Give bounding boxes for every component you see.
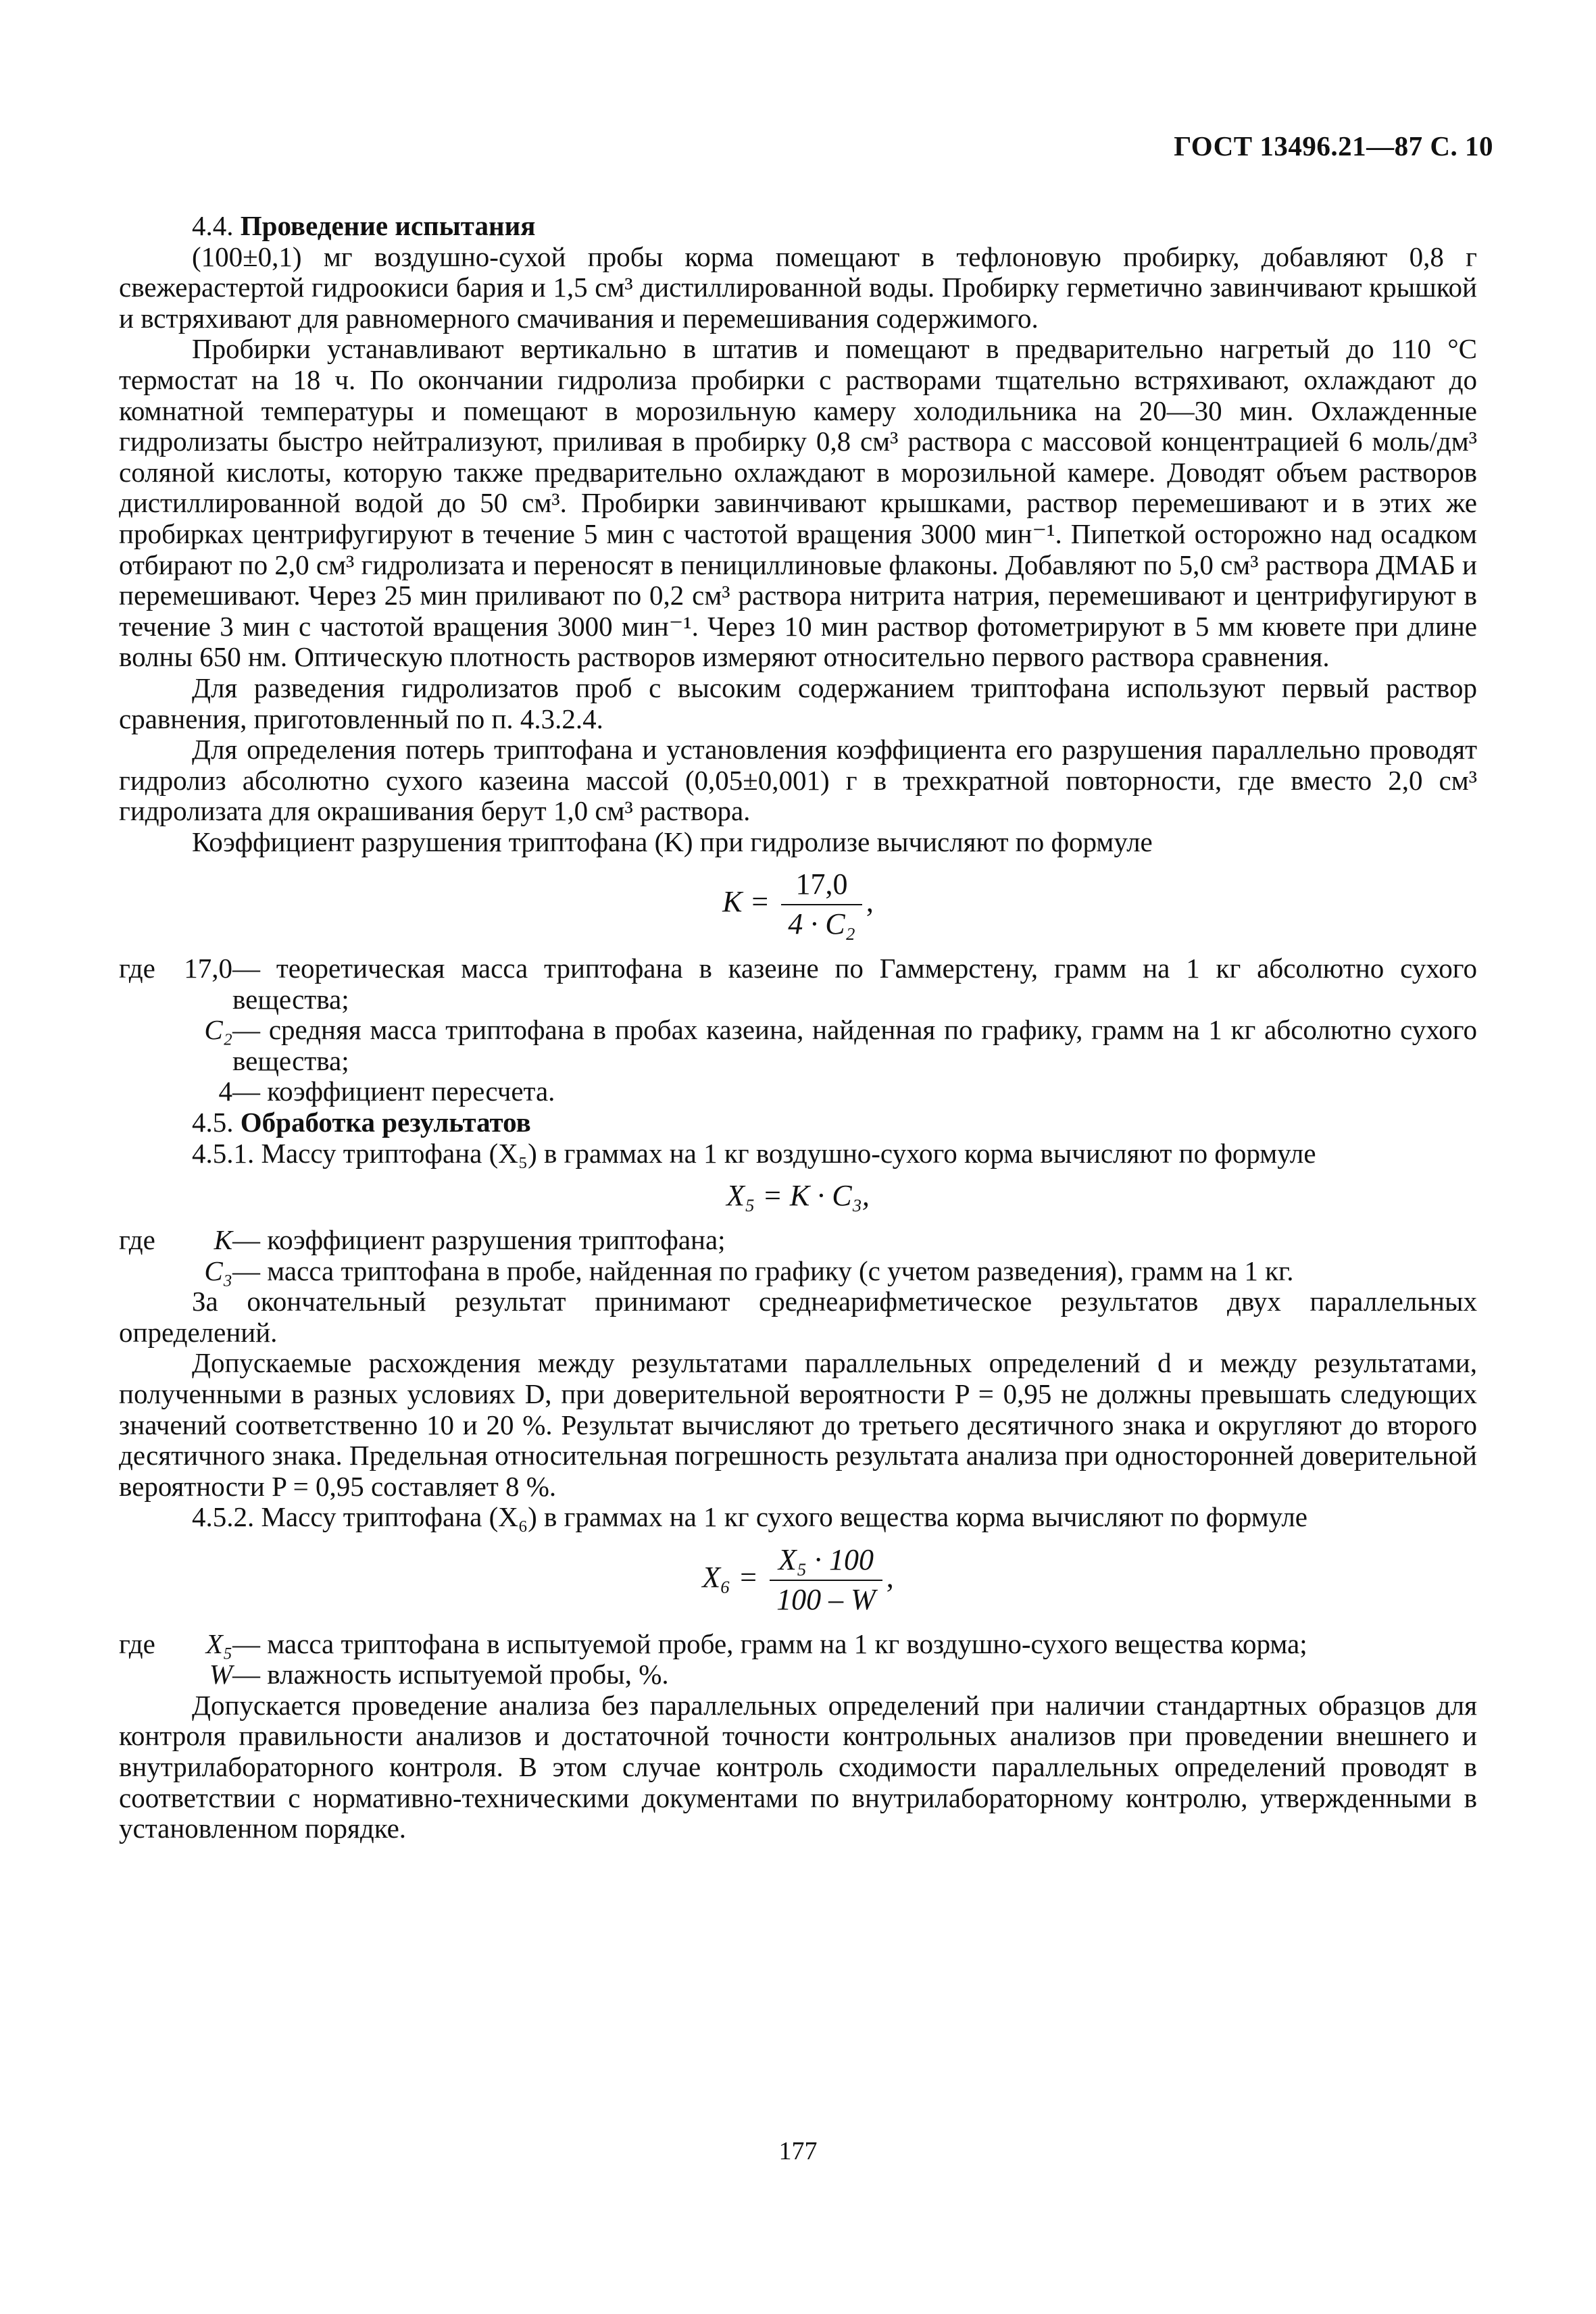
- definition-text: — масса триптофана в пробе, найденная по графику (с учетом разведения), грамм на 1 кг.: [232, 1255, 1294, 1286]
- formula-x5: X₅ = K · C₃,: [726, 1179, 870, 1213]
- formula-tail: ,: [886, 1560, 894, 1594]
- formula-denominator: 4 · C₂: [788, 907, 855, 941]
- definition-lead: где: [119, 1224, 155, 1256]
- paragraph: За окончательный результат принимают среднеарифметическое результатов двух параллельных определений.: [119, 1286, 1477, 1348]
- definitions-list: [119, 953, 1477, 1107]
- paragraph: Допускаемые расхождения между результатами параллельных определений d и между результатами, полученными в разных условиях D, при доверительной вероятности P = 0,95 не должны превышать следующих значений соответственно 10 и 20 %. Результат вычисляют до третьего десятичного знака и округляют до второго десятичного знака. Предельная относительная погрешность результата анализа при односторонней доверительной вероятности P = 0,95 составляет 8 %.: [119, 1347, 1477, 1502]
- paragraph: (100±0,1) мг воздушно-сухой пробы корма помещают в тефлоновую пробирку, добавляют 0,8 г свежерастертой гидроокиси бария и 1,5 см³ дистиллированной воды. Пробирку герметично завинчивают крышкой и встряхивают для равномерного смачивания и перемешивания содержимого.: [119, 241, 1477, 334]
- definition-lead: [119, 1659, 181, 1690]
- formula-numerator: X₅ · 100: [770, 1542, 882, 1581]
- formula-fraction: [781, 867, 862, 942]
- definition-symbol: 4: [218, 1076, 232, 1107]
- definition-text: — средняя масса триптофана в пробах казеина, найденная по графику, грамм на 1 кг абсолютно сухого вещества;: [232, 1014, 1477, 1076]
- page-number: 177: [778, 2137, 818, 2165]
- paragraph: Пробирки устанавливают вертикально в штатив и помещают в предварительно нагретый до 110 °С термостат на 18 ч. По окончании гидролиза пробирки с растворами тщательно встряхивают, охлаждают до комнатной температуры и помещают в морозильную камеру холодильника на 20—30 мин. Охлажденные гидролизаты быстро нейтрализуют, приливая в пробирку 0,8 см³ раствора с массовой концентрацией 6 моль/дм³ соляной кислоты, которую также предварительно охлаждают в морозильной камере. Доводят объем растворов дистиллированной водой до 50 см³. Пробирки завинчивают крышками, раствор перемешивают и в этих же пробирках центрифугируют в течение 5 мин с частотой вращения 3000 мин⁻¹. Пипеткой осторожно над осадком отбирают по 2,0 см³ гидролизата и переносят в пенициллиновые флаконы. Добавляют по 5,0 см³ раствора ДМАБ и перемешивают. Через 25 мин приливают по 0,2 см³ раствора нитрита натрия, перемешивают и центрифугируют в течение 3 мин с частотой вращения 3000 мин⁻¹. Через 10 мин раствор фотометрируют в 5 мм кювете при длине волны 650 нм. Оптическую плотность растворов измеряют относительно первого раствора сравнения.: [119, 333, 1477, 673]
- formula-x6: [119, 1542, 1477, 1618]
- definition-text: — масса триптофана в испытуемой пробе, грамм на 1 кг воздушно-сухого вещества корма;: [232, 1628, 1307, 1659]
- definition-lead: где: [119, 953, 155, 984]
- section-heading-4-4: [119, 211, 1477, 242]
- definition-symbol: X₅: [205, 1628, 232, 1659]
- paragraph: Для определения потерь триптофана и установления коэффициента его разрушения параллельно проводят гидролиз абсолютно сухого казеина массой (0,05±0,001) г в трехкратной повторности, где вместо 2,0 см³ гидролизата для окрашивания берут 1,0 см³ раствора.: [119, 734, 1477, 827]
- definition-row: [119, 1659, 1477, 1690]
- paragraph: 4.5.2. Массу триптофана (X₆) в граммах на 1 кг сухого вещества корма вычисляют по формуле: [192, 1501, 1307, 1533]
- definition-symbol: K: [214, 1224, 232, 1256]
- paragraph: Допускается проведение анализа без параллельных определений при наличии стандартных образцов для контроля правильности анализов и достаточной точности контрольных анализов при проведении внешнего и внутрилабораторного контроля. В этом случае контроль сходимости параллельных определений проводят в соответствии с нормативно-техническими документами по внутрилабораторному контролю, утвержденными в установленном порядке.: [119, 1689, 1477, 1844]
- formula-k: [119, 867, 1477, 942]
- definition-lead: где: [119, 1628, 155, 1659]
- definition-row: [119, 1629, 1477, 1660]
- paragraph: Коэффициент разрушения триптофана (K) при гидролизе вычисляют по формуле: [192, 826, 1153, 857]
- definition-row: [119, 1225, 1477, 1256]
- formula-lhs: X₆ =: [702, 1560, 759, 1594]
- formula-fraction: [770, 1542, 882, 1618]
- formula-tail: ,: [866, 885, 874, 919]
- definition-text: — коэффициент пересчета.: [232, 1076, 555, 1107]
- formula-numerator: 17,0: [781, 867, 862, 905]
- definition-lead: [119, 1015, 181, 1076]
- definition-lead: [119, 1076, 181, 1107]
- definition-text: — влажность испытуемой пробы, %.: [232, 1659, 669, 1690]
- section-heading-4-5: [119, 1107, 1477, 1138]
- definition-row: [119, 1076, 1477, 1107]
- definition-text: — теоретическая масса триптофана в казеине по Гаммерстену, грамм на 1 кг абсолютно сухого вещества;: [232, 953, 1477, 1015]
- section-title: Проведение испытания: [240, 210, 536, 241]
- definition-symbol: 17,0: [184, 953, 232, 984]
- formula-lhs: K =: [722, 885, 770, 919]
- definition-text: — коэффициент разрушения триптофана;: [232, 1224, 726, 1256]
- definition-row: [119, 1015, 1477, 1076]
- page-header: ГОСТ 13496.21—87 С. 10: [1174, 130, 1493, 161]
- definitions-list: [119, 1225, 1477, 1286]
- definition-row: [119, 953, 1477, 1015]
- definition-lead: [119, 1256, 181, 1287]
- definition-symbol: C₃: [204, 1255, 232, 1286]
- document-body: [119, 211, 1477, 1844]
- section-title: Обработка результатов: [240, 1107, 531, 1138]
- definition-row: [119, 1256, 1477, 1287]
- definition-symbol: W: [209, 1659, 232, 1690]
- formula-denominator: 100 – W: [776, 1582, 876, 1616]
- paragraph: Для разведения гидролизатов проб с высоким содержанием триптофана используют первый раствор сравнения, приготовленный по п. 4.3.2.4.: [119, 672, 1477, 734]
- paragraph: 4.5.1. Массу триптофана (X₅) в граммах на 1 кг воздушно-сухого корма вычисляют по формуле: [192, 1137, 1316, 1169]
- definition-symbol: C₂: [204, 1014, 232, 1046]
- section-number: 4.4.: [192, 210, 234, 241]
- definitions-list: [119, 1629, 1477, 1690]
- section-number: 4.5.: [192, 1107, 234, 1138]
